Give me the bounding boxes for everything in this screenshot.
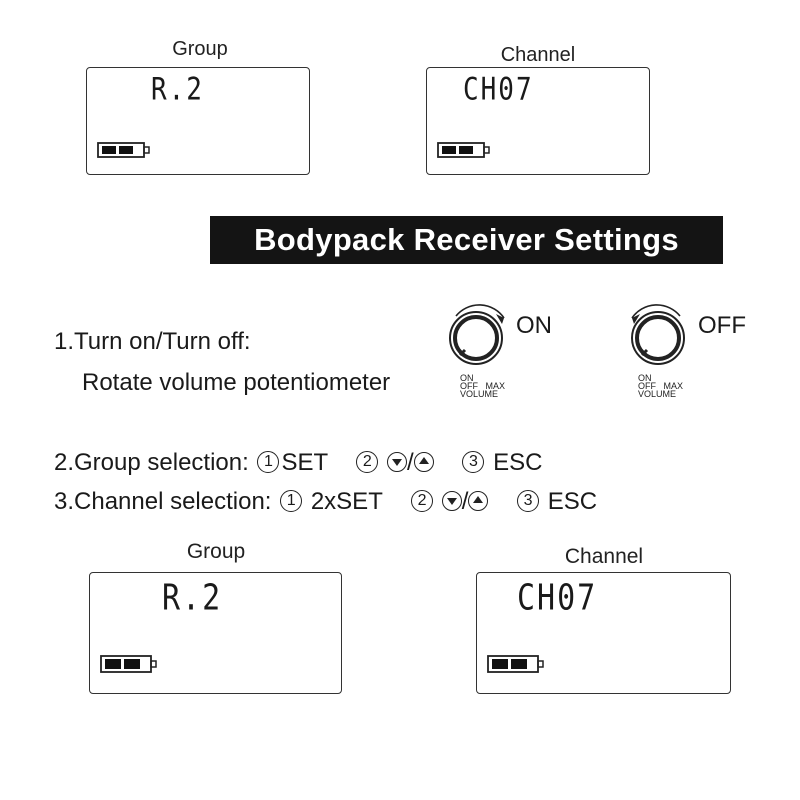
step3-prefix: 3.Channel selection:	[54, 488, 272, 515]
scale-max-text: MAX	[485, 381, 506, 391]
knob-off-icon	[620, 300, 696, 372]
step1-title: 1.Turn on/Turn off:	[54, 328, 251, 355]
scale-max-text: MAX	[663, 381, 684, 391]
battery-icon	[97, 140, 157, 160]
scale-on-text: ON	[638, 373, 652, 383]
step-number-1: 1	[280, 490, 302, 512]
battery-icon	[487, 653, 551, 675]
step3-line	[54, 488, 597, 516]
bottom-channel-lcd	[476, 572, 731, 694]
esc-action: ESC	[493, 449, 543, 476]
top-group-lcd	[86, 67, 310, 175]
slash-separator: /	[461, 488, 469, 515]
down-arrow-icon	[387, 452, 407, 472]
esc-action: ESC	[547, 488, 598, 515]
battery-icon	[100, 653, 164, 675]
top-channel-caption: Channel	[500, 44, 576, 66]
section-title-banner	[210, 216, 723, 264]
step1-detail: Rotate volume potentiometer	[82, 369, 391, 396]
step-number-1: 1	[257, 451, 279, 473]
top-group-display: R.2	[151, 72, 204, 108]
scale-off-text: OFF	[638, 381, 656, 391]
knob-on-label: ON	[516, 312, 552, 339]
step-number-3: 3	[462, 451, 484, 473]
scale-name-text: VOLUME	[460, 389, 499, 399]
knob-off-label: OFF	[698, 312, 746, 339]
knob-on-icon	[440, 300, 516, 372]
bottom-group-caption: Group	[186, 540, 246, 563]
step-number-2: 2	[411, 490, 433, 512]
step-number-3: 3	[517, 490, 539, 512]
slash-separator: /	[407, 449, 414, 476]
top-group-caption: Group	[172, 38, 228, 60]
step2-line	[54, 449, 542, 477]
section-title: Bodypack Receiver Settings	[254, 222, 679, 257]
up-arrow-icon	[414, 452, 434, 472]
up-arrow-icon	[468, 491, 488, 511]
bottom-channel-display: CH07	[517, 577, 598, 619]
knob-on-scale	[460, 374, 505, 398]
scale-off-text: OFF	[460, 381, 478, 391]
top-channel-display: CH07	[463, 72, 534, 108]
set-action: SET	[281, 449, 328, 476]
scale-name-text: VOLUME	[638, 389, 677, 399]
bottom-group-lcd	[89, 572, 342, 694]
battery-icon	[437, 140, 497, 160]
double-set-action: 2xSET	[310, 488, 383, 515]
knob-off-scale	[638, 374, 683, 398]
step2-prefix: 2.Group selection:	[54, 449, 249, 476]
step-number-2: 2	[356, 451, 378, 473]
bottom-channel-caption: Channel	[564, 545, 644, 568]
bottom-group-display: R.2	[162, 577, 223, 619]
down-arrow-icon	[442, 491, 462, 511]
top-channel-lcd	[426, 67, 650, 175]
scale-on-text: ON	[460, 373, 474, 383]
